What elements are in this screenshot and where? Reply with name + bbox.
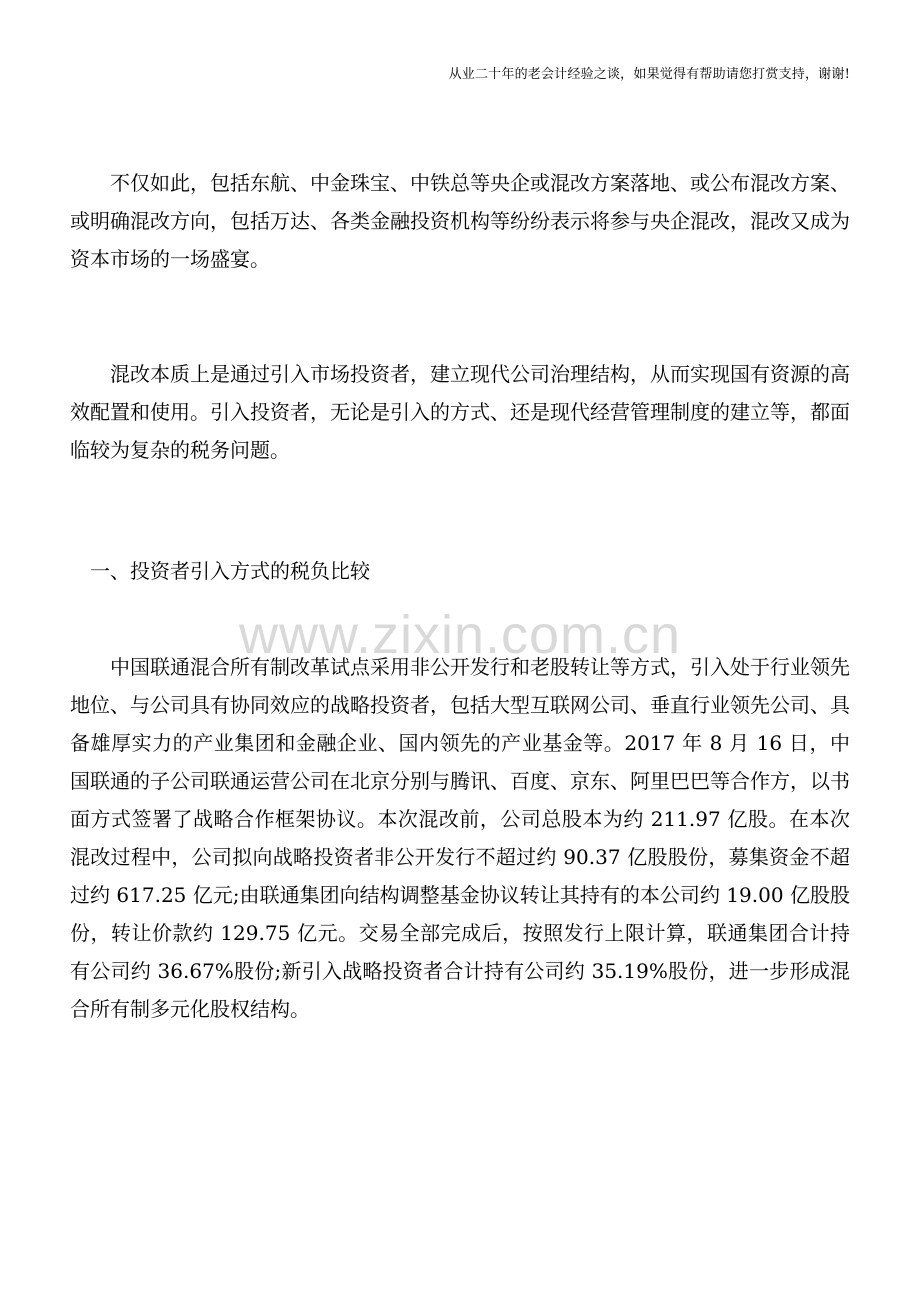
paragraph-2: 混改本质上是通过引入市场投资者，建立现代公司治理结构，从而实现国有资源的高效配置和使用。引入投资者，无论是引入的方式、还是现代经营管理制度的建立等，都面临较为复杂的税务问题。: [70, 362, 850, 462]
watermark: www.zixin.com.cn: [238, 605, 682, 665]
paragraph-1: 不仅如此，包括东航、中金珠宝、中铁总等央企或混改方案落地、或公布混改方案、或明确混改方向，包括万达、各类金融投资机构等纷纷表示将参与央企混改，混改又成为资本市场的一场盛宴。: [70, 171, 850, 271]
paragraph-3: 中国联通混合所有制改革试点采用非公开发行和老股转让等方式，引入处于行业领先地位、与公司具有协同效应的战略投资者，包括大型互联网公司、垂直行业领先公司、具备雄厚实力的产业集团和金融企业、国内领先的产业基金等。2017 年 8 月 16 日，中国联通的子公司联通运营公司在北京分别与腾讯、百度、京东、阿里巴巴等合作方，以书面方式签署了战略合作框架协议。本次混改前，公司总股本为约 211.97 亿股。在本次混改过程中，公司拟向战略投资者非公开发行不超过约 90.37 亿股股份，募集资金不超过约 617.25 亿元;由联通集团向结构调整基金协议转让其持有的本公司约 19.00 亿股股份，转让价款约 129.75 亿元。交易全部完成后，按照发行上限计算，联通集团合计持有公司约 36.67%股份;新引入战略投资者合计持有公司约 35.19%股份，进一步形成混合所有制多元化股权结构。: [70, 655, 850, 1021]
section-heading-1: 一、投资者引入方式的税负比较: [90, 559, 370, 583]
header-note: 从业二十年的老会计经验之谈，如果觉得有帮助请您打赏支持，谢谢!: [448, 67, 850, 82]
